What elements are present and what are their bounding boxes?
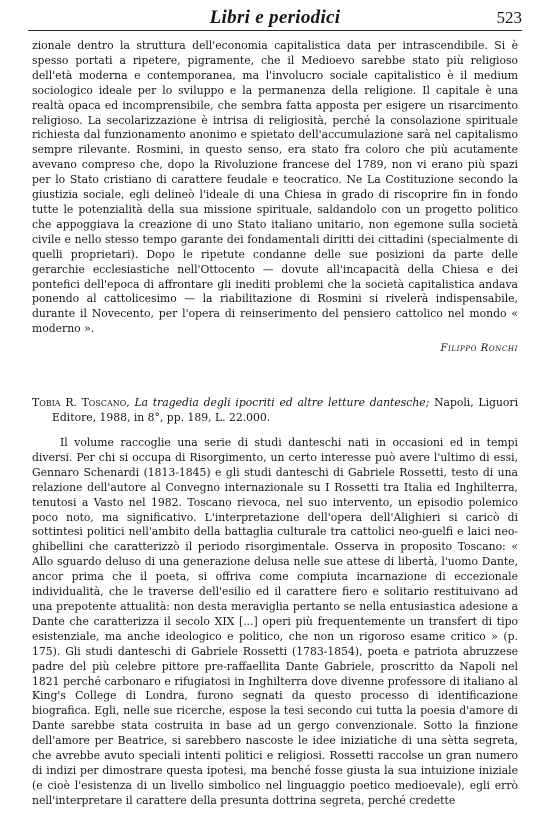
page-number: 523 xyxy=(496,8,522,27)
citation-publication: Napoli, Liguori Editore, 1988, in 8°, pp. 189, L. 22.000. xyxy=(52,396,519,424)
review-rosmini-body xyxy=(32,39,518,337)
citation-author-first: Tobia xyxy=(32,396,61,409)
review-toscano-paragraph: Il volume raccoglie una serie di studi danteschi nati in occasioni ed in tempi diversi. Per chi si occupa di Risorgimento, un certo interesse può avere l'ultimo di essi, Gennaro Schenardi (1813-1845) e gli studi danteschi di Gabriele Rossetti, testo di una relazione dell'autore al Convegno internazionale su I Rossetti tra Italia ed Inghilterra, tenutosi a Vasto nel 1982. Toscano rievoca, nel suo intervento, un episodio polemico poco noto, ma significativo. L'interpretazione dell'opera dell'Alighieri si caricò di sottintesi politici nell'ambito della battaglia culturale tra cattolici neo-guelfi e laici neo-ghibellini che caratterizzò il periodo risorgimentale. Osserva in proposito Toscano: « Allo sguardo deluso di una generazione delusa nelle sue attese di libertà, l'uomo Dante, ancor prima che il poeta, si offriva come compiuta incarnazione di eccezionale individualità, che le traverse dell'esilio ed il carattere fiero e solitario restituivano ad una prepotente attualità: non desta meraviglia pertanto se nella entusiastica adesione a Dante che caratterizza il secolo XIX [...] operi più frequentemente un transfert di tipo esistenziale, ma anche ideologico e politico, che non un rigoroso esame critico » (p. 175). Gli studi danteschi di Gabriele Rossetti (1783-1854), poeta e patriota abruzzese padre del più celebre pittore pre-raffaellita Dante Gabriele, proscritto da Napoli nel 1821 perché carbonaro e rifugiatosi in Inghilterra dove divenne professore di italiano al King's College di Londra, furono segnati da questo processo di identificazione biografica. Egli, nelle sue ricerche, espose la tesi secondo cui tutta la poesia d'amore di Dante sarebbe stata costruita in base ad un gergo convenzionale. Sotto la finzione dell'amore per Beatrice, si sarebbero nascoste le idee iniziatiche di una sètta segreta, che avrebbe avuto speciali intenti politici e religiosi. Rossetti raccolse un gran numero di indizi per dimostrare questa ipotesi, ma benché fosse giusta la sua intuizione iniziale (e cioè l'esistenza di un livello simbolico nel linguaggio poetico medioevale), egli errò nell'interpretare il carattere della presunta dottrina segreta, perché credette xyxy=(32,436,518,807)
review-rosmini-paragraph: zionale dentro la struttura dell'economia capitalistica data per intrascendibile. Si è spesso portati a ripetere, pigramente, che il Medioevo sarebbe stato più religioso dell'età moderna e contemporanea, ma l'involucro sociale capitalistico è il medium sociologico ideale per lo sviluppo e la permanenza della religione. Il capitale è una realtà opaca ed incomprensibile, che sembra fatta apposta per esigere un risarcimento religioso. La secolarizzazione è intrisa di religiosità, perché la consolazione spirituale richiesta dal funzionamento anonimo e spietato dell'accumulazione sarà nel capitalismo sempre rilevante. Rosmini, in questo senso, era stato fra coloro che più acutamente avevano compreso che, dopo la Rivoluzione francese del 1789, non vi erano più spazi per lo Stato cristiano di carattere feudale e teocratico. Ne La Costituzione secondo la giustizia sociale, egli delineò l'ideale di una Chiesa in grado di riscoprire fin in fondo tutte le potenzialità della sua missione spirituale, saldandolo con un progetto politico che appoggiava la creazione di uno Stato italiano unitario, non egemone sulla società civile e nello stesso tempo garante dei fondamentali diritti dei cittadini (specialmente di quelli proprietari). Dopo le ripetute condanne delle sue posizioni da parte delle gerarchie ecclesiastiche nell'Ottocento — dovute all'incapacità della Chiesa e dei pontefici dell'epoca di affrontare gli inediti problemi che la società capitalistica andava ponendo al cattolicesimo — la riabilitazione di Rosmini si rivelerà indispensabile, durante il Novecento, per l'opera di reinserimento del pensiero cattolico nel mondo « moderno ». xyxy=(32,39,518,336)
reviewer-signature: Filippo Ronchi xyxy=(440,343,518,354)
review-toscano-body xyxy=(32,436,518,809)
running-header xyxy=(28,6,522,31)
citation-title: La tragedia degli ipocriti ed altre letture dantesche; xyxy=(134,396,430,409)
bibliographic-citation xyxy=(32,396,518,426)
running-title: Libri e periodici xyxy=(209,7,341,28)
citation-author-rest: R. Toscano, xyxy=(65,396,130,409)
